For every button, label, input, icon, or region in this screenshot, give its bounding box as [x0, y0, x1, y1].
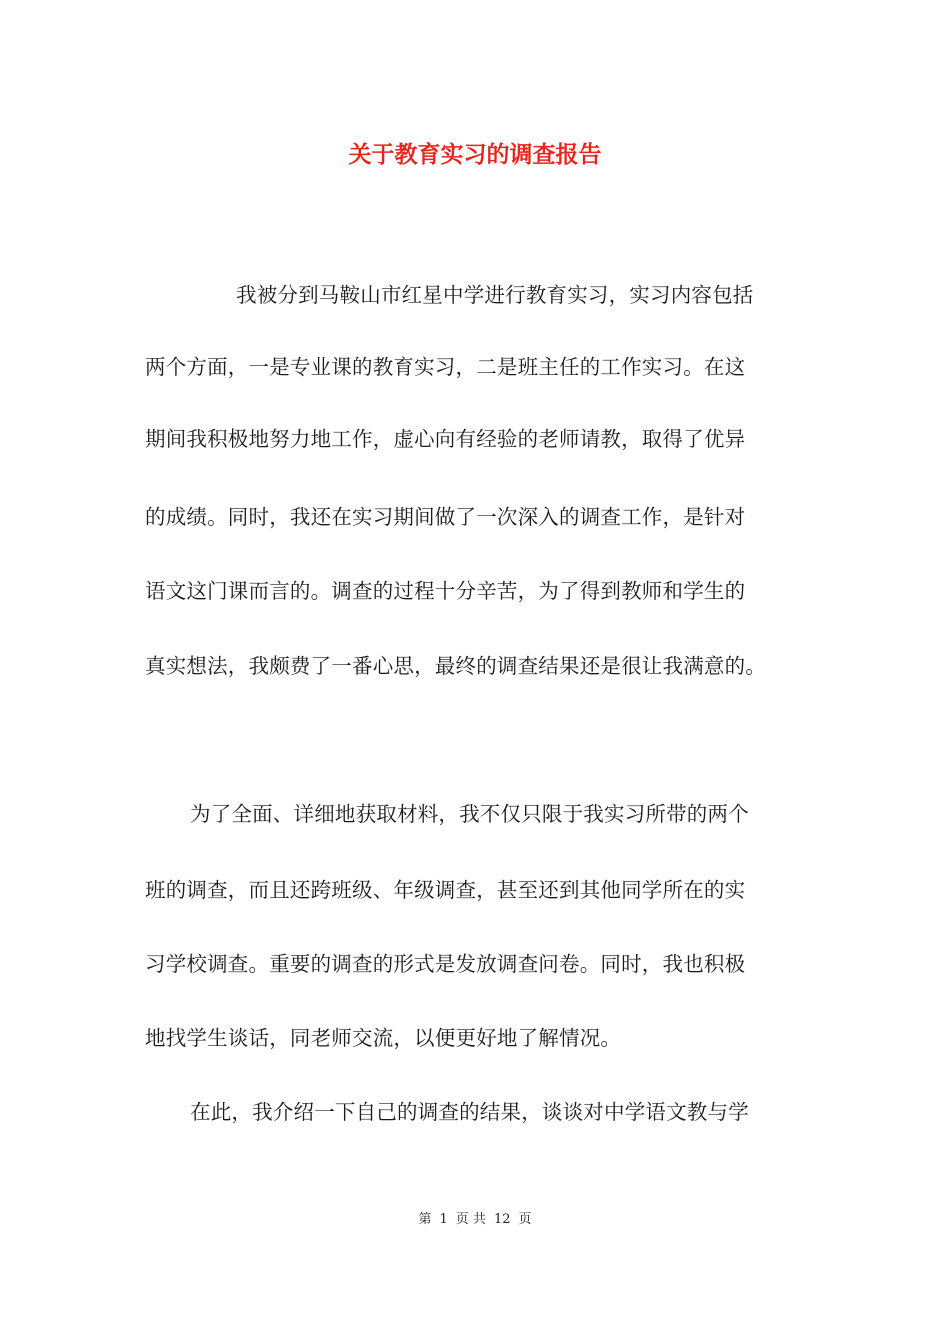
paragraph-1-line-4: 的成绩。同时，我还在实习期间做了一次深入的调查工作，是针对 [145, 505, 746, 529]
footer-total-pages: 12 [493, 1212, 511, 1227]
paragraph-3-line-1: 在此，我介绍一下自己的调查的结果，谈谈对中学语文教与学 [190, 1100, 749, 1124]
paragraph-1-line-2: 两个方面，一是专业课的教育实习，二是班主任的工作实习。在这 [145, 355, 746, 379]
paragraph-1-line-3: 期间我积极地努力地工作，虚心向有经验的老师请教，取得了优异 [145, 427, 746, 451]
footer-current-page: 1 [439, 1212, 448, 1227]
paragraph-2-line-2: 班的调查，而且还跨班级、年级调查，甚至还到其他同学所在的实 [145, 878, 746, 902]
paragraph-2-line-1: 为了全面、详细地获取材料，我不仅只限于我实习所带的两个 [190, 802, 749, 826]
footer-middle: 页 共 [455, 1212, 486, 1227]
footer-suffix: 页 [518, 1212, 532, 1227]
document-title: 关于教育实习的调查报告 [348, 141, 602, 168]
page-footer [0, 1208, 950, 1227]
footer-prefix: 第 [418, 1212, 432, 1227]
paragraph-1-line-5: 语文这门课而言的。调查的过程十分辛苦，为了得到教师和学生的 [145, 579, 746, 603]
paragraph-1-line-1: 我被分到马鞍山市红星中学进行教育实习，实习内容包括 [236, 283, 754, 307]
paragraph-2-line-3: 习学校调查。重要的调查的形式是发放调查问卷。同时，我也积极 [145, 952, 746, 976]
paragraph-1-line-6: 真实想法，我颇费了一番心思，最终的调查结果还是很让我满意的。 [145, 654, 766, 678]
paragraph-2-line-4: 地找学生谈话，同老师交流，以便更好地了解情况。 [145, 1026, 622, 1050]
